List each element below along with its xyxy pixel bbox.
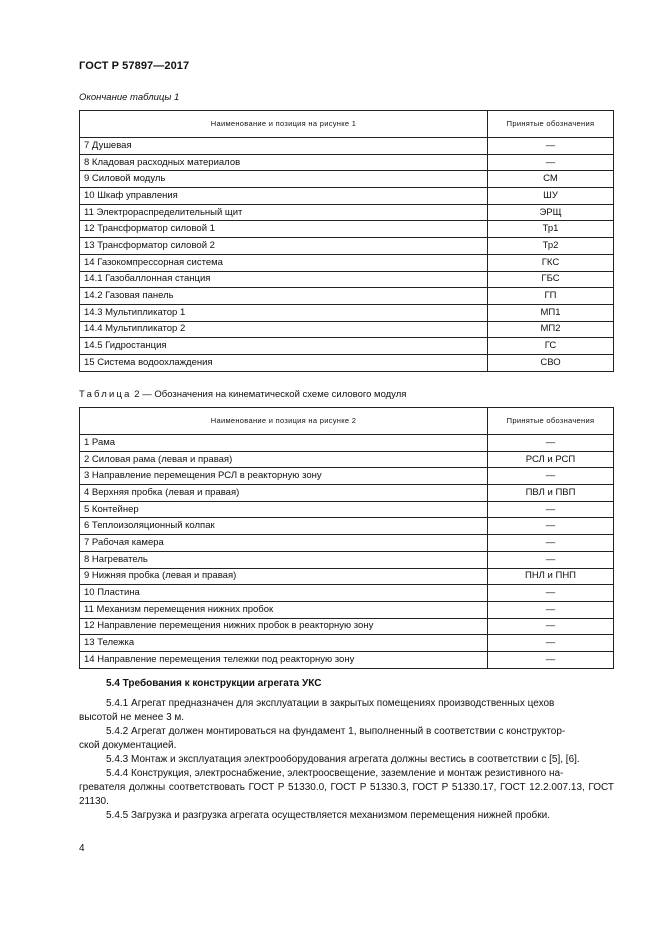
row-code-cell: ПВЛ и ПВП xyxy=(488,485,614,502)
table2-caption-text: 2 — Обозначения на кинематической схеме силового модуля xyxy=(134,389,407,400)
table2-caption xyxy=(79,389,406,400)
paragraph-continuation: высотой не менее 3 м. xyxy=(79,712,185,724)
row-code-cell: — xyxy=(488,585,614,602)
row-code-cell: ЭРЩ xyxy=(488,204,614,221)
row-name-cell: 14.1 Газобаллонная станция xyxy=(80,271,488,288)
table-row xyxy=(80,238,614,255)
table-row xyxy=(80,618,614,635)
page-number: 4 xyxy=(79,843,85,854)
row-code-cell: Тр1 xyxy=(488,221,614,238)
row-name-cell: 7 Душевая xyxy=(80,138,488,155)
row-code-cell: — xyxy=(488,501,614,518)
row-name-cell: 13 Тележка xyxy=(80,635,488,652)
table2-caption-prefix: Таблица xyxy=(79,389,132,400)
row-code-cell: ШУ xyxy=(488,188,614,205)
row-code-cell: ПНЛ и ПНП xyxy=(488,568,614,585)
table2-body xyxy=(80,435,614,669)
paragraph-first-line: 5.4.2 Агрегат должен монтироваться на фундамент 1, выполненный в соответствии с конструктор- xyxy=(106,726,566,737)
table1-col1-header: Наименование и позиция на рисунке 1 xyxy=(80,111,488,138)
table-row xyxy=(80,485,614,502)
paragraph-continuation: ской документацией. xyxy=(79,740,177,752)
paragraph-5-4-4 xyxy=(79,767,614,810)
row-code-cell: — xyxy=(488,535,614,552)
row-code-cell: — xyxy=(488,518,614,535)
table1 xyxy=(79,110,614,372)
row-name-cell: 13 Трансформатор силовой 2 xyxy=(80,238,488,255)
paragraph-first-line: 5.4.4 Конструкция, электроснабжение, электроосвещение, заземление и монтаж резистивного на- xyxy=(106,768,564,779)
table-row xyxy=(80,651,614,668)
table-row xyxy=(80,568,614,585)
table1-body xyxy=(80,138,614,372)
row-code-cell: РСЛ и РСП xyxy=(488,451,614,468)
table2 xyxy=(79,407,614,669)
row-name-cell: 15 Система водоохлаждения xyxy=(80,354,488,371)
row-code-cell: ГС xyxy=(488,338,614,355)
row-code-cell: СМ xyxy=(488,171,614,188)
row-name-cell: 3 Направление перемещения РСЛ в реакторную зону xyxy=(80,468,488,485)
table-row xyxy=(80,518,614,535)
row-name-cell: 6 Теплоизоляционный колпак xyxy=(80,518,488,535)
table-row xyxy=(80,221,614,238)
table-row xyxy=(80,338,614,355)
row-name-cell: 9 Нижняя пробка (левая и правая) xyxy=(80,568,488,585)
row-code-cell: ГКС xyxy=(488,254,614,271)
table1-col2-header: Принятые обозначения xyxy=(488,111,614,138)
section-title: 5.4 Требования к конструкции агрегата УКС xyxy=(106,678,322,689)
table-row xyxy=(80,551,614,568)
table-row xyxy=(80,435,614,452)
paragraph-continuation: гревателя должны соответствовать ГОСТ Р 51330.0, ГОСТ Р 51330.3, ГОСТ Р 51330.17, ГОСТ 12.2.007.13, ГОСТ 21130. xyxy=(79,782,614,808)
table-row xyxy=(80,601,614,618)
table-row xyxy=(80,321,614,338)
row-name-cell: 11 Электрораспределительный щит xyxy=(80,204,488,221)
row-name-cell: 8 Нагреватель xyxy=(80,551,488,568)
row-name-cell: 4 Верхняя пробка (левая и правая) xyxy=(80,485,488,502)
table-row xyxy=(80,501,614,518)
table1-header-row xyxy=(80,111,614,138)
row-code-cell: — xyxy=(488,651,614,668)
row-name-cell: 12 Трансформатор силовой 1 xyxy=(80,221,488,238)
row-name-cell: 14 Направление перемещения тележки под реакторную зону xyxy=(80,651,488,668)
paragraph-first-line: 5.4.1 Агрегат предназначен для эксплуатации в закрытых помещениях производственных цехов xyxy=(106,698,555,709)
table2-header-row xyxy=(80,408,614,435)
table-row xyxy=(80,354,614,371)
row-name-cell: 10 Шкаф управления xyxy=(80,188,488,205)
row-code-cell: МП2 xyxy=(488,321,614,338)
row-name-cell: 14 Газокомпрессорная система xyxy=(80,254,488,271)
row-name-cell: 7 Рабочая камера xyxy=(80,535,488,552)
paragraph-5-4-2 xyxy=(79,725,614,753)
table1-caption: Окончание таблицы 1 xyxy=(79,92,180,103)
row-code-cell: ГП xyxy=(488,288,614,305)
row-name-cell: 11 Механизм перемещения нижних пробок xyxy=(80,601,488,618)
row-name-cell: 1 Рама xyxy=(80,435,488,452)
row-name-cell: 8 Кладовая расходных материалов xyxy=(80,154,488,171)
row-code-cell: — xyxy=(488,601,614,618)
row-code-cell: МП1 xyxy=(488,304,614,321)
row-code-cell: — xyxy=(488,435,614,452)
table-row xyxy=(80,188,614,205)
row-code-cell: ГБС xyxy=(488,271,614,288)
paragraph-5-4-5 xyxy=(79,809,614,823)
row-name-cell: 10 Пластина xyxy=(80,585,488,602)
row-code-cell: — xyxy=(488,635,614,652)
paragraph-5-4-3 xyxy=(79,753,614,767)
row-code-cell: Тр2 xyxy=(488,238,614,255)
row-code-cell: — xyxy=(488,138,614,155)
row-code-cell: — xyxy=(488,551,614,568)
table-row xyxy=(80,304,614,321)
table2-col1-header: Наименование и позиция на рисунке 2 xyxy=(80,408,488,435)
table-row xyxy=(80,451,614,468)
table-row xyxy=(80,535,614,552)
table-row xyxy=(80,468,614,485)
table-row xyxy=(80,204,614,221)
table-row xyxy=(80,288,614,305)
row-code-cell: — xyxy=(488,154,614,171)
row-name-cell: 12 Направление перемещения нижних пробок в реакторную зону xyxy=(80,618,488,635)
row-code-cell: СВО xyxy=(488,354,614,371)
row-name-cell: 14.2 Газовая панель xyxy=(80,288,488,305)
row-name-cell: 14.4 Мультипликатор 2 xyxy=(80,321,488,338)
row-name-cell: 2 Силовая рама (левая и правая) xyxy=(80,451,488,468)
paragraph-first-line: 5.4.3 Монтаж и эксплуатация электрооборудования агрегата должны вестись в соответствии с [5], [6]. xyxy=(106,754,580,765)
row-code-cell: — xyxy=(488,468,614,485)
row-code-cell: — xyxy=(488,618,614,635)
row-name-cell: 5 Контейнер xyxy=(80,501,488,518)
row-name-cell: 9 Силовой модуль xyxy=(80,171,488,188)
paragraph-first-line: 5.4.5 Загрузка и разгрузка агрегата осуществляется механизмом перемещения нижней пробки. xyxy=(106,810,550,821)
row-name-cell: 14.5 Гидростанция xyxy=(80,338,488,355)
table-row xyxy=(80,254,614,271)
table-row xyxy=(80,635,614,652)
table-row xyxy=(80,585,614,602)
table2-col2-header: Принятые обозначения xyxy=(488,408,614,435)
table-row xyxy=(80,138,614,155)
table-row xyxy=(80,154,614,171)
document-id: ГОСТ Р 57897—2017 xyxy=(79,60,190,72)
table-row xyxy=(80,271,614,288)
row-name-cell: 14.3 Мультипликатор 1 xyxy=(80,304,488,321)
paragraph-5-4-1 xyxy=(79,697,614,725)
table-row xyxy=(80,171,614,188)
